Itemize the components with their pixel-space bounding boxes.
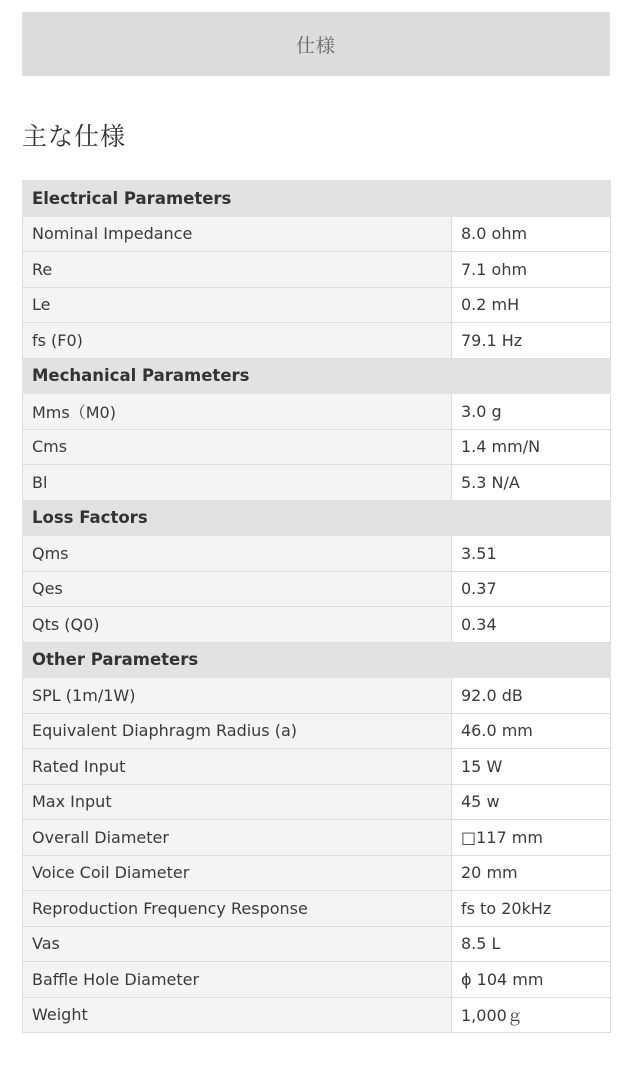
spec-value: 46.0 mm xyxy=(452,713,611,749)
table-row xyxy=(23,252,611,288)
spec-label: fs (F0) xyxy=(23,323,452,359)
spec-table xyxy=(22,180,611,1033)
table-row xyxy=(23,855,611,891)
spec-label: Qes xyxy=(23,571,452,607)
section-header-row xyxy=(23,642,611,678)
spec-value: 0.34 xyxy=(452,607,611,643)
spec-label: Vas xyxy=(23,926,452,962)
spec-label: Equivalent Diaphragm Radius (a) xyxy=(23,713,452,749)
table-row xyxy=(23,962,611,998)
spec-value: 3.0 g xyxy=(452,394,611,430)
spec-label: Overall Diameter xyxy=(23,820,452,856)
spec-value: ϕ 104 mm xyxy=(452,962,611,998)
spec-label: Bl xyxy=(23,465,452,501)
spec-label: SPL (1m/1W) xyxy=(23,678,452,714)
spec-label: Cms xyxy=(23,429,452,465)
spec-value: 15 W xyxy=(452,749,611,785)
section-title: Mechanical Parameters xyxy=(23,358,611,394)
section-header-row xyxy=(23,181,611,217)
section-title: Other Parameters xyxy=(23,642,611,678)
tab-specifications[interactable] xyxy=(22,12,610,76)
table-row xyxy=(23,216,611,252)
spec-label: Weight xyxy=(23,997,452,1033)
table-row xyxy=(23,394,611,430)
table-row xyxy=(23,287,611,323)
table-row xyxy=(23,997,611,1033)
section-title: Electrical Parameters xyxy=(23,181,611,217)
section-header-row xyxy=(23,500,611,536)
spec-value: 0.37 xyxy=(452,571,611,607)
page-title: 主な仕様 xyxy=(22,122,127,151)
spec-label: Mms（M0) xyxy=(23,394,452,430)
spec-label: Max Input xyxy=(23,784,452,820)
table-row xyxy=(23,536,611,572)
spec-value: 5.3 N/A xyxy=(452,465,611,501)
spec-label: Voice Coil Diameter xyxy=(23,855,452,891)
table-row xyxy=(23,820,611,856)
spec-label: Baffle Hole Diameter xyxy=(23,962,452,998)
table-row xyxy=(23,571,611,607)
table-row xyxy=(23,429,611,465)
spec-value: 79.1 Hz xyxy=(452,323,611,359)
spec-label: Qms xyxy=(23,536,452,572)
table-row xyxy=(23,926,611,962)
tab-label: 仕様 xyxy=(295,34,336,57)
spec-value: □117 mm xyxy=(452,820,611,856)
table-row xyxy=(23,749,611,785)
spec-label: Le xyxy=(23,287,452,323)
spec-value: 7.1 ohm xyxy=(452,252,611,288)
spec-label: Reproduction Frequency Response xyxy=(23,891,452,927)
table-row xyxy=(23,713,611,749)
table-row xyxy=(23,323,611,359)
table-row xyxy=(23,891,611,927)
table-row xyxy=(23,784,611,820)
spec-value: 8.0 ohm xyxy=(452,216,611,252)
spec-value: 45 w xyxy=(452,784,611,820)
spec-value: 20 mm xyxy=(452,855,611,891)
spec-label: Nominal Impedance xyxy=(23,216,452,252)
section-header-row xyxy=(23,358,611,394)
table-row xyxy=(23,465,611,501)
table-row xyxy=(23,607,611,643)
table-row xyxy=(23,678,611,714)
spec-value: fs to 20kHz xyxy=(452,891,611,927)
spec-value: 1,000ｇ xyxy=(452,997,611,1033)
spec-label: Qts (Q0) xyxy=(23,607,452,643)
section-title: Loss Factors xyxy=(23,500,611,536)
spec-table-body xyxy=(23,181,611,1033)
spec-value: 8.5 L xyxy=(452,926,611,962)
spec-label: Re xyxy=(23,252,452,288)
spec-value: 3.51 xyxy=(452,536,611,572)
spec-value: 1.4 mm/N xyxy=(452,429,611,465)
spec-value: 0.2 mH xyxy=(452,287,611,323)
spec-label: Rated Input xyxy=(23,749,452,785)
spec-value: 92.0 dB xyxy=(452,678,611,714)
